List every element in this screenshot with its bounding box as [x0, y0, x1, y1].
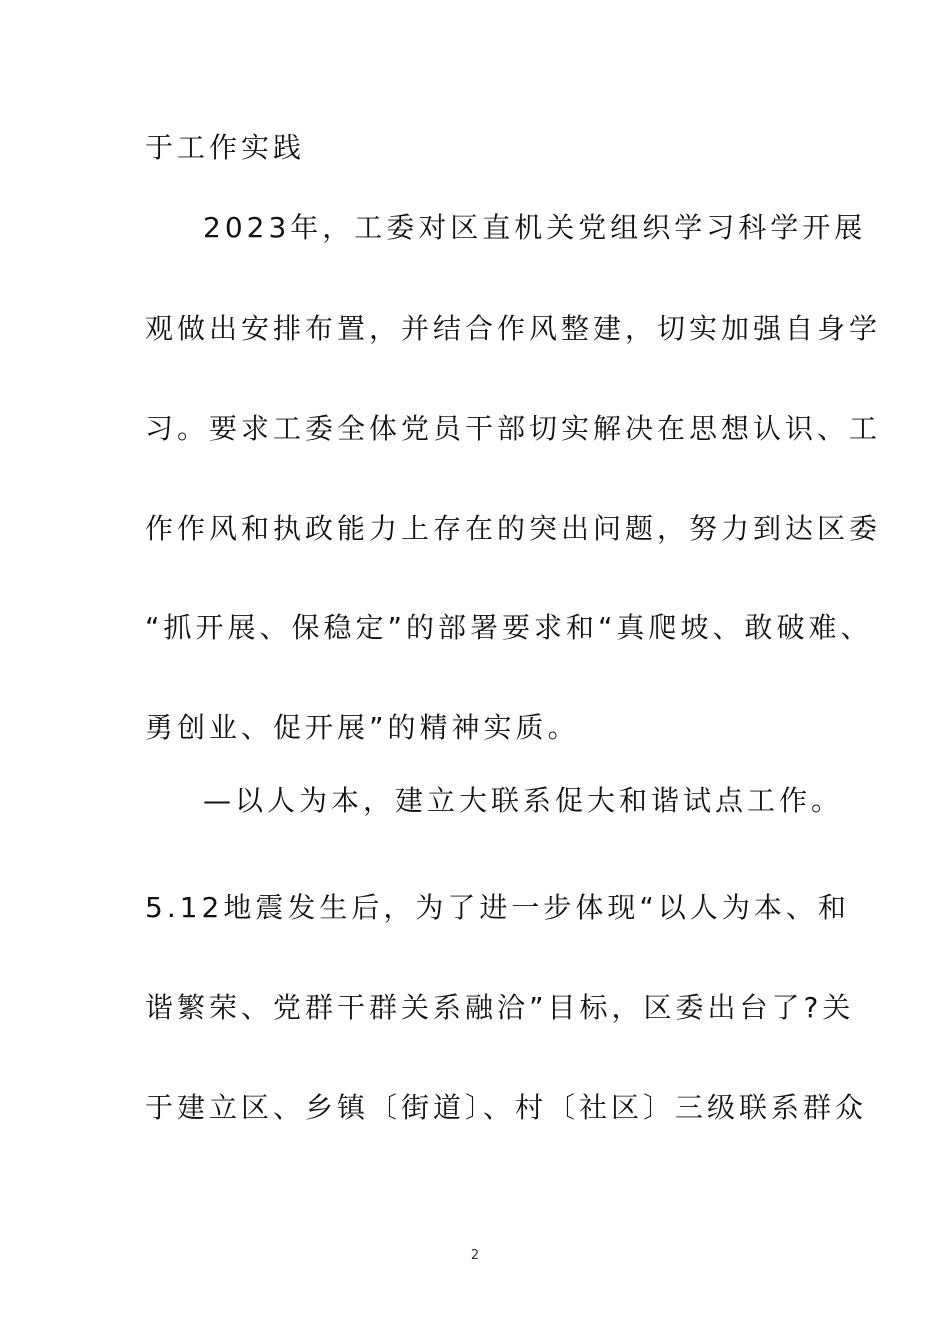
page-number: 2: [470, 1248, 480, 1263]
text-line: 于建立区、乡镇〔街道〕、村〔社区〕三级联系群众: [145, 1091, 868, 1124]
paragraph-first-line: 2023年，工委对区直机关党组织学习科学开展: [203, 211, 867, 244]
section-heading: —以人为本，建立大联系促大和谐试点工作。: [203, 784, 844, 817]
text-line: 5.12地震发生后，为了进一步体现“以人为本、和: [145, 891, 850, 924]
text-line: 习。要求工委全体党员干部切实解决在思想认识、工: [145, 412, 882, 445]
text-line: 观做出安排布置，并结合作风整建，切实加强自身学: [145, 312, 882, 345]
text-line: 作作风和执政能力上存在的突出问题，努力到达区委: [145, 512, 882, 545]
text-line: 谐繁荣、党群干群关系融洽”目标，区委出台了?关: [145, 991, 855, 1024]
text-line: 于工作实践: [145, 131, 306, 164]
text-line: 勇创业、促开展”的精神实质。: [145, 711, 580, 744]
text-line: “抓开展、保稳定”的部署要求和“真爬坡、敢破难、: [145, 611, 873, 644]
